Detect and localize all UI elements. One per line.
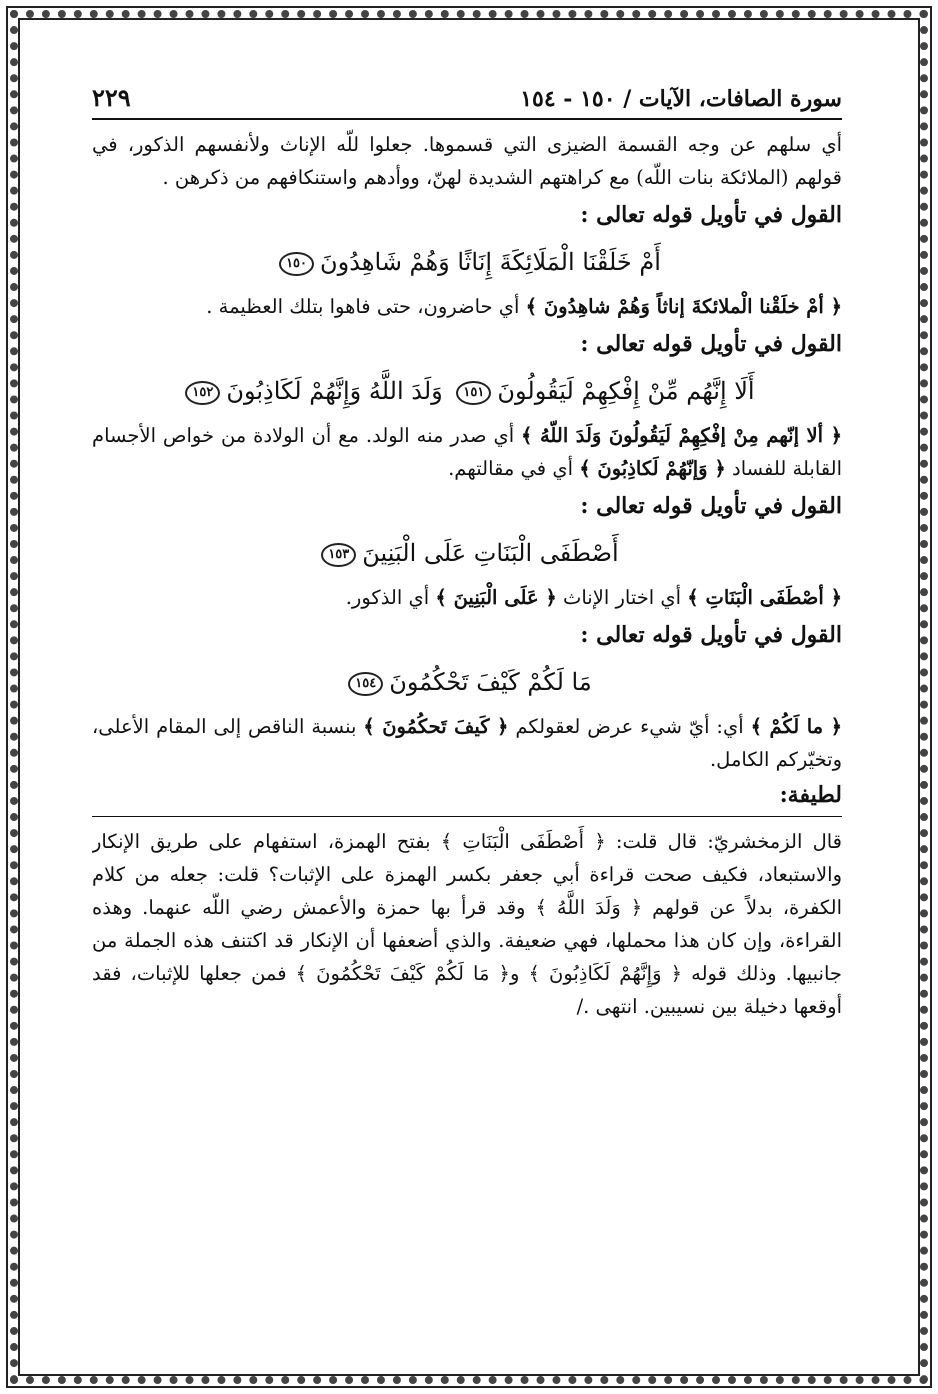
quran-verse-154 <box>92 654 842 710</box>
latifa-quote: ﴿ وَلَدَ اللَّهُ ﴾ <box>535 896 643 919</box>
ayah-number-marker: ١٥٣ <box>321 543 356 567</box>
latifa-text: و <box>509 962 529 985</box>
commentary-quote: ﴿ أمْ خلَقْنا الْملائكةَ إناثاً وَهُمْ شاهِدُونَ ﴾ <box>525 295 842 318</box>
latifa-quote: ﴿ مَا لَكُمْ كَيْفَ تَحْكُمُونَ ﴾ <box>295 962 510 985</box>
verse-text: أَصْطَفَى الْبَنَاتِ عَلَى الْبَنِينَ <box>362 539 619 567</box>
ayah-number-marker: ١٥١ <box>456 381 491 405</box>
commentary-text: أي: أيّ شيء عرض لعقولكم <box>508 715 751 738</box>
verse-text: مَا لَكُمْ كَيْفَ تَحْكُمُونَ <box>389 668 592 696</box>
latifa-heading: لطيفة: <box>92 776 842 817</box>
commentary-quote: ﴿ ما لَكُمْ ﴾ <box>750 715 842 738</box>
running-title: سورة الصافات، الآيات / ١٥٠ - ١٥٤ <box>520 86 842 112</box>
page-number: ٢٢٩ <box>92 83 131 112</box>
latifa-quote: ﴿ وَإِنَّهُمْ لَكَاذِبُونَ ﴾ <box>528 962 683 985</box>
commentary-text-2: أي الذكور. <box>345 586 436 609</box>
latifa-paragraph <box>92 825 842 1023</box>
commentary-text: أي صدر منه الولد. مع أن الولادة من خواص الأجسام القابلة للفساد <box>92 424 842 480</box>
quran-verse-151-152 <box>92 363 842 419</box>
commentary-150 <box>92 290 842 323</box>
commentary-quote-2: ﴿ كَيفَ تَحكُمُونَ ﴾ <box>363 715 509 738</box>
commentary-151-152 <box>92 419 842 485</box>
latifa-quote: ﴿ أَصْطَفَى الْبَنَاتِ ﴾ <box>440 830 606 853</box>
running-header <box>92 72 842 120</box>
commentary-quote: ﴿ أصْطَفَى الْبَنَاتِ ﴾ <box>687 586 842 609</box>
section-heading-1: القول في تأويل قوله تعالى : <box>580 202 842 228</box>
commentary-text-2: أي في مقالتهم. <box>448 457 580 480</box>
intro-paragraph: أي سلهم عن وجه القسمة الضيزى التي قسموها. جعلوا للّه الإناث ولأنفسهم الذكور، في قولهم (الملائكة بنات اللّه) مع كراهتهم الشديدة لهنّ، ووأدهم واستنكافهم من ذكرهن . <box>92 133 842 189</box>
latifa-text: وقد قرأ بها حمزة والأعمش رضي اللّه عنهما. وهذه القراءة، وإن كان هذا محملها، فهي ضعيفة. والذي أضعفها أن الإنكار قد اكتنف هذه الجملة من جانبيها. وذلك قوله <box>92 896 842 985</box>
latifa-text: قال الزمخشريّ: قال قلت: <box>605 830 842 853</box>
ayah-number-marker: ١٥٠ <box>279 252 314 276</box>
commentary-text-2: بنسبة الناقص إلى المقام الأعلى، وتخيّركم الكامل. <box>92 715 842 771</box>
commentary-quote: ﴿ ألا إنّهم مِنْ إفْكِهِمْ لَيَقُولُونَ وَلَدَ اللّهُ ﴾ <box>521 424 842 447</box>
commentary-153 <box>92 581 842 614</box>
latifa-text: فمن جعلها للإثبات، فقد أوقعها دخيلة بين نسيبين. انتهى ./ <box>92 962 842 1018</box>
section-heading-2: القول في تأويل قوله تعالى : <box>580 331 842 357</box>
verse-text: أَمْ خَلَقْنَا الْمَلَائِكَةَ إِنَاثًا وَهُمْ شَاهِدُونَ <box>320 248 661 276</box>
commentary-text: أي اختار الإناث <box>556 586 688 609</box>
verse-text-151: أَلَا إِنَّهُم مِّنْ إِفْكِهِمْ لَيَقُولُونَ <box>497 377 755 405</box>
latifa-text: بفتح الهمزة، استفهام على طريق الإنكار والاستبعاد، فكيف صحت قراءة أبي جعفر بكسر الهمزة على الإثبات؟ قلت: جعله من كلام الكفرة، بدلاً عن قولهم <box>92 830 842 919</box>
quran-verse-153 <box>92 525 842 581</box>
commentary-154 <box>92 710 842 776</box>
section-heading-4: القول في تأويل قوله تعالى : <box>580 622 842 648</box>
verse-text-152: وَلَدَ اللَّهُ وَإِنَّهُمْ لَكَاذِبُونَ <box>226 377 443 405</box>
ayah-number-marker: ١٥٢ <box>185 381 220 405</box>
commentary-quote-2: ﴿ عَلَى الْبَنِينَ ﴾ <box>435 586 557 609</box>
quran-verse-150 <box>92 234 842 290</box>
ayah-number-marker: ١٥٤ <box>348 672 383 696</box>
commentary-text: أي حاضرون، حتى فاهوا بتلك العظيمة . <box>206 295 526 318</box>
section-heading-3: القول في تأويل قوله تعالى : <box>580 493 842 519</box>
page-content <box>92 72 842 1322</box>
commentary-quote-2: ﴿ وَإنّهُمْ لَكاذِبُونَ ﴾ <box>579 457 726 480</box>
